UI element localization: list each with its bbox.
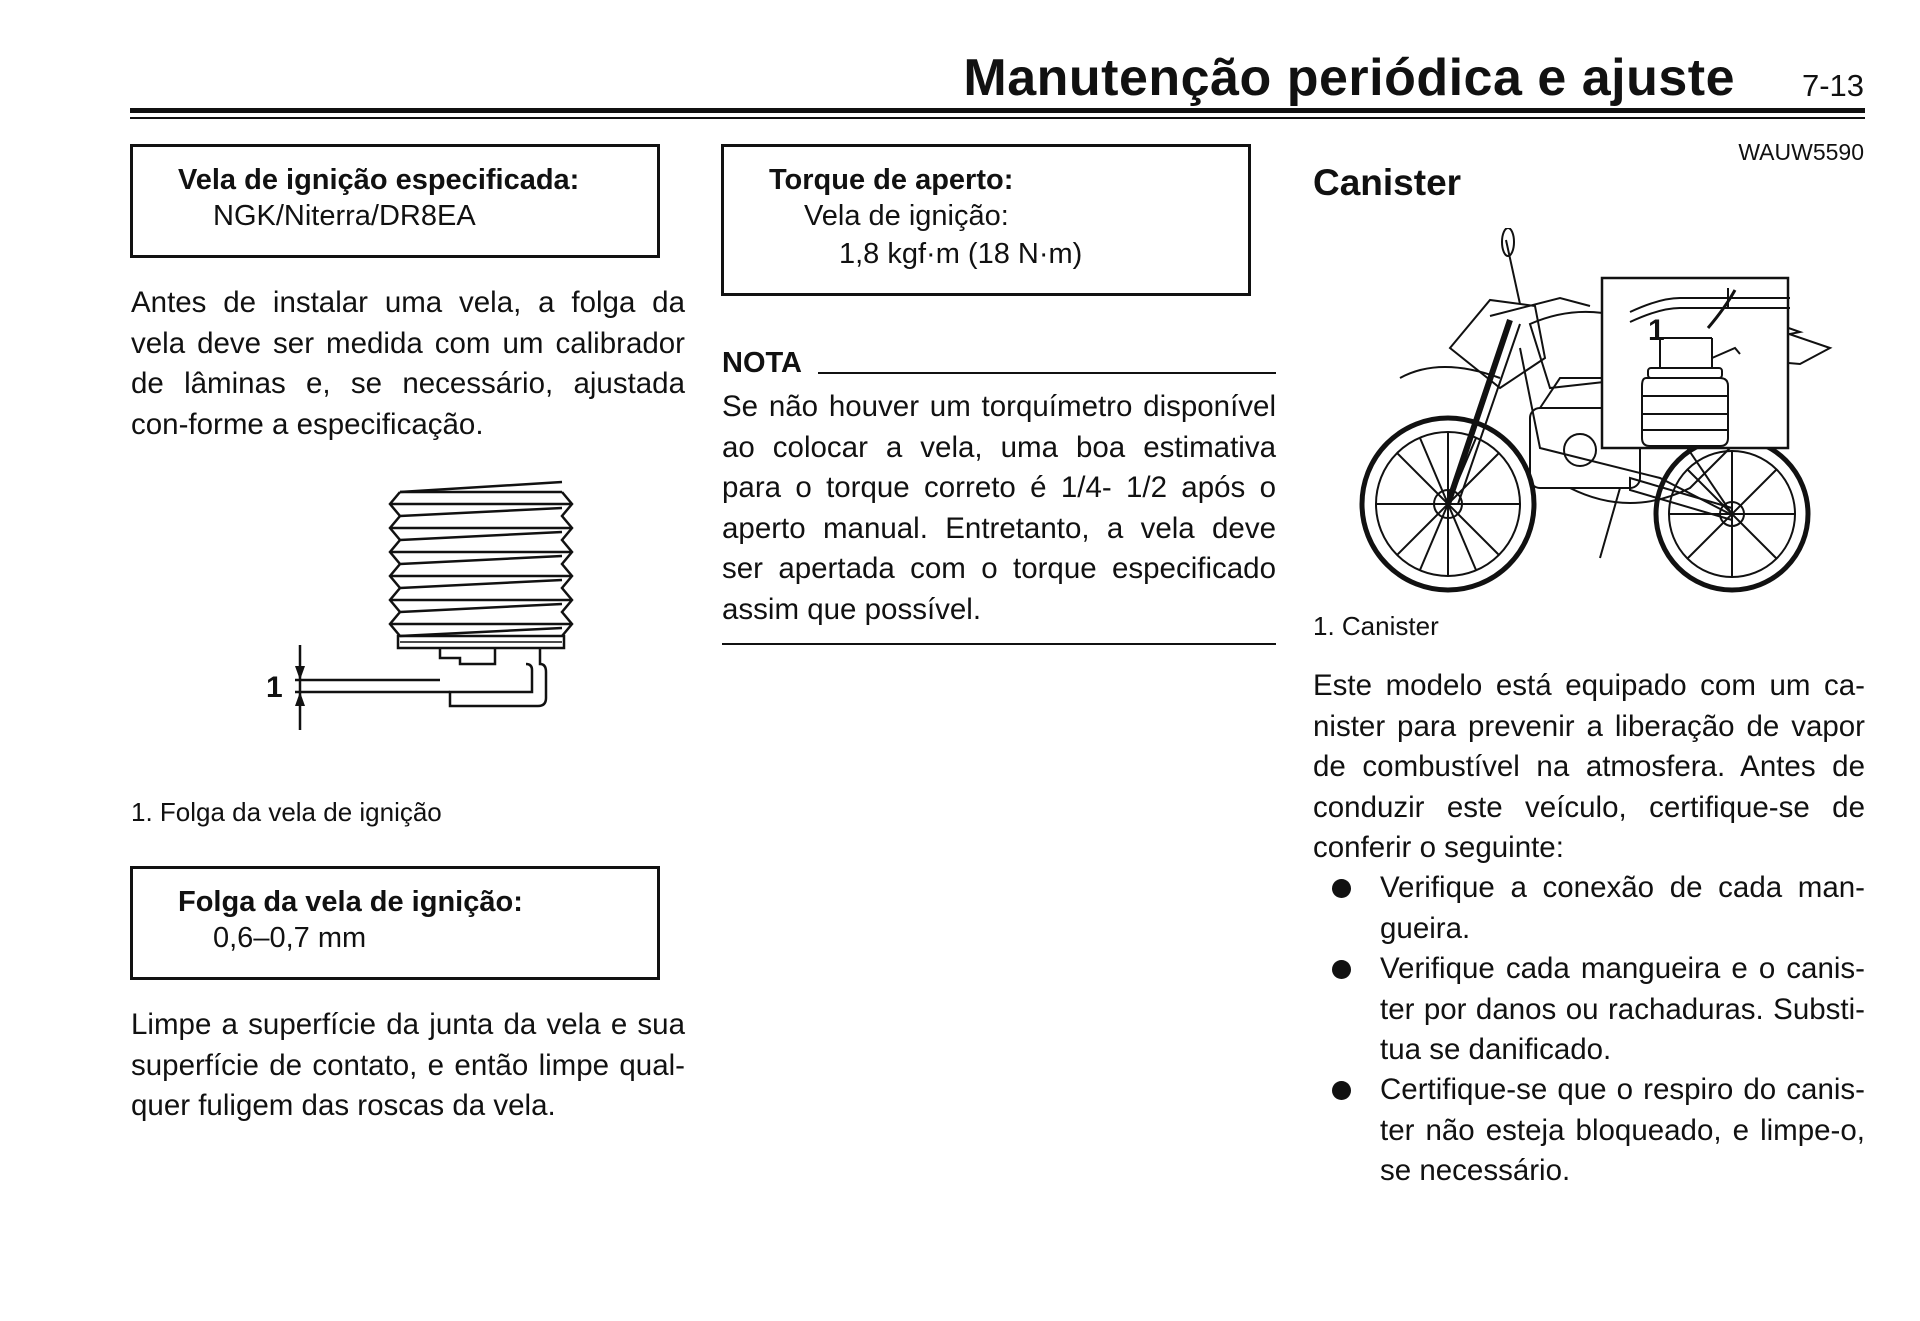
torque-box-title: Torque de aperto: [769,164,1014,196]
page-title: Manutenção periódica e ajuste [963,49,1735,107]
torque-box-line1: Vela de ignição: [804,200,1009,232]
bullet-icon [1332,1081,1351,1100]
gap-figure-caption: 1. Folga da vela de ignição [131,797,442,827]
torque-spec-box [721,144,1251,296]
nota-bottom-rule [722,643,1276,645]
spark-plug-spec-box [130,144,660,258]
gap-box-value: 0,6–0,7 mm [213,922,367,954]
section-code: WAUW5590 [1738,139,1864,165]
canister-callout-label: 1 [1648,314,1665,347]
canister-inset-frame [1602,278,1788,448]
spec-box-title: Vela de ignição especificada: [178,164,580,196]
canister-figure [1330,228,1850,608]
canister-paragraph: Este modelo está equipado com um ca-nister para prevenir a liberação de vapor de combustível na atmosfera. Antes de conduzir este veículo, certifique-se de conferir o seguinte: [1313,669,1865,864]
header-rule-thick [130,108,1865,113]
bullet-item [1380,949,1865,1071]
gap-box-title: Folga da vela de ignição: [178,886,523,918]
bullet-text: Certifique-se que o respiro do canis-ter não esteja bloqueado, e limpe-o, se necessário. [1380,1073,1865,1187]
bullet-icon [1332,879,1351,898]
torque-box-line2: 1,8 kgf·m (18 N·m) [839,238,1083,270]
bullet-text: Verifique a conexão de cada man-gueira. [1380,871,1865,945]
gap-arrow-bottom [295,692,305,706]
bullet-item [1380,1070,1865,1192]
page-number: 7-13 [1801,68,1864,103]
nota-label: NOTA [722,347,803,379]
bullet-item [1380,868,1865,949]
gap-callout-label: 1 [266,671,283,704]
gap-spec-box [130,866,660,980]
bullet-text: Verifique cada mangueira e o canis-ter por danos ou rachaduras. Substi-tua se danificado. [1380,952,1865,1066]
install-paragraph: Antes de instalar uma vela, a folga da vela deve ser medida com um calibrador de lâminas e, se necessário, ajustada con-forme a especificação. [131,286,685,441]
canister-heading: Canister [1313,162,1462,203]
header-rule-thin [130,117,1865,119]
gap-arrow-top [295,666,305,680]
canister-figure-caption: 1. Canister [1313,611,1439,641]
thread-left-edge [390,492,400,636]
bullet-icon [1332,960,1351,979]
thread-right-edge [562,492,572,636]
nota-text: Se não houver um torquímetro disponível ao colocar a vela, uma boa estimativa para o torque correto é 1/4- 1/2 após o aperto manual. Entretanto, a vela deve ser apertada com o torque especificado assim que possível. [722,390,1276,626]
spec-box-value: NGK/Niterra/DR8EA [213,200,476,232]
spark-plug-gap-figure [250,480,590,740]
clean-paragraph: Limpe a superfície da junta da vela e sua superfície de contato, e então limpe qual-quer fuligem das roscas da vela. [131,1008,685,1122]
nota-top-rule [818,372,1276,374]
